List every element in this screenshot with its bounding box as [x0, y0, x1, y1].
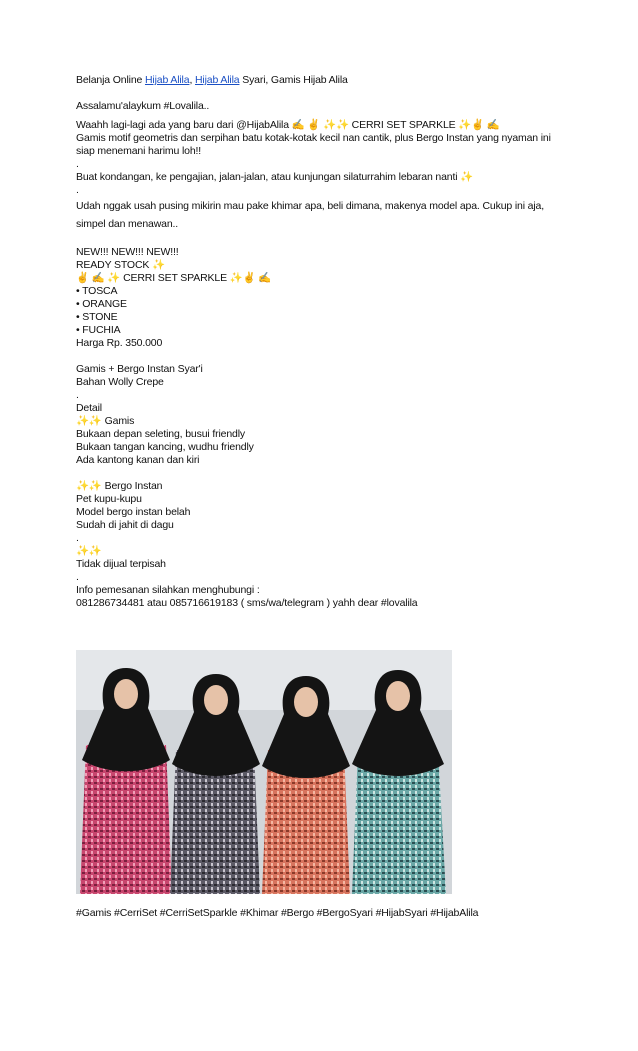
separator-dot: . [76, 389, 79, 401]
hijab-alila-link-1[interactable]: Hijab Alila [144, 74, 190, 86]
gamis-detail: Ada kantong kanan dan kiri [76, 454, 200, 466]
bergo-detail: Model bergo instan belah [76, 506, 191, 518]
hijab-alila-link-2[interactable]: Hijab Alila [194, 74, 240, 86]
occasion-text: Buat kondangan, ke pengajian, jalan-jalan, atau kunjungan silaturrahim lebaran nanti ✨ [76, 171, 474, 183]
gamis-detail: Bukaan depan seleting, busui friendly [76, 428, 245, 440]
product-photo-illustration [76, 650, 452, 894]
hashtags: #Gamis #CerriSet #CerriSetSparkle #Khimar #Bergo #BergoSyari #HijabSyari #HijabAlila [76, 907, 479, 919]
color-item: • FUCHIA [76, 324, 121, 336]
page-title [76, 74, 566, 87]
not-sold-separately: Tidak dijual terpisah [76, 558, 166, 570]
promo-text: Udah nggak usah pusing mikirin mau pake khimar apa, beli dimana, makenya model apa. Cukup ini aja, simpel dan menawan.. [76, 200, 544, 230]
price: Harga Rp. 350.000 [76, 337, 163, 349]
detail-heading: Detail [76, 402, 102, 414]
order-info: Info pemesanan silahkan menghubungi : [76, 584, 260, 596]
sparkle-line: ✨✨ [76, 545, 102, 557]
bergo-detail: Pet kupu-kupu [76, 493, 142, 505]
separator-dot: . [76, 532, 79, 544]
new-banner: NEW!!! NEW!!! NEW!!! [76, 246, 179, 258]
separator-dot: . [76, 571, 79, 583]
product-name: ✌ ✍ ✨ CERRI SET SPARKLE ✨✌ ✍ [76, 272, 272, 284]
color-item: • ORANGE [76, 298, 127, 310]
bergo-detail: Sudah di jahit di dagu [76, 519, 174, 531]
contact-numbers: 081286734481 atau 085716619183 ( sms/wa/telegram ) yahh dear #lovalila [76, 597, 418, 609]
greeting: Assalamu'alaykum #Lovalila.. [76, 100, 210, 112]
title-separator: , [189, 74, 195, 86]
title-prefix: Belanja Online [76, 74, 145, 86]
document-body [76, 74, 566, 610]
product-description: Gamis motif geometris dan serpihan batu kotak-kotak kecil nan cantik, plus Bergo Instan yang nyaman ini siap menemani harimu loh!! [76, 132, 551, 157]
color-item: • STONE [76, 311, 118, 323]
ready-stock: READY STOCK ✨ [76, 259, 165, 271]
title-suffix: Syari, Gamis Hijab Alila [239, 74, 348, 86]
gamis-detail: Bukaan tangan kancing, wudhu friendly [76, 441, 254, 453]
color-item: • TOSCA [76, 285, 118, 297]
separator-dot: . [76, 184, 79, 196]
set-description: Gamis + Bergo Instan Syar'i [76, 363, 203, 375]
intro-line: Waahh lagi-lagi ada yang baru dari @HijabAlila ✍ ✌ ✨✨ CERRI SET SPARKLE ✨✌ ✍ [76, 119, 500, 131]
separator-dot: . [76, 158, 79, 170]
bergo-heading: ✨✨ Bergo Instan [76, 480, 163, 492]
gamis-heading: ✨✨ Gamis [76, 415, 135, 427]
product-photo [76, 650, 452, 894]
material: Bahan Wolly Crepe [76, 376, 164, 388]
